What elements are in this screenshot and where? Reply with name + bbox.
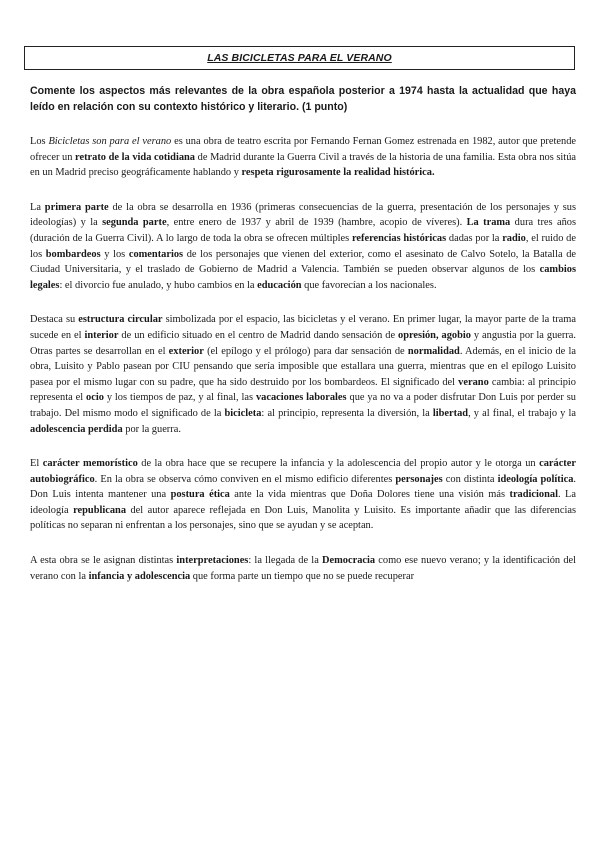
document-title: LAS BICICLETAS PARA EL VERANO: [207, 52, 392, 64]
title-box: [24, 46, 575, 70]
paragraph-interpretations: A esta obra se le asignan distintas interpretaciones: la llegada de la Democracia como ese nuevo verano; y la identificación del verano con la infancia y adolescencia que forma parte un tiempo que no se puede recuperar: [30, 555, 577, 582]
document-body: [30, 84, 576, 603]
paragraph-memoir-character: El carácter memorístico de la obra hace que se recupere la infancia y la adolescencia del propio autor y le otorga un carácter autobiográfico. En la obra se observa cómo conviven en el mismo edificio diferentes personajes con distinta ideología política. Don Luis intenta mantener una postura ética ante la vida mientras que Doña Dolores tiene una visión más tradicional. La ideología republicana del autor aparece reflejada en Don Luis, Manolita y Luisito. Es importante añadir que las diferencias políticas no separan ni enfrentan a los personajes, sino que se ayudan y se aceptan.: [30, 458, 577, 532]
paragraph-structure: La primera parte de la obra se desarrolla en 1936 (primeras consecuencias de la guerra, presentación de los personajes y sus ideologías) y la segunda parte, entre enero de 1937 y abril de 1939 (hambre, acopio de víveres). La trama dura tres años (duración de la Guerra Civil). A lo largo de toda la obra se ofrecen múltiples referencias históricas dadas por la radio, el ruido de los bombardeos y los comentarios de los personajes que vienen del exterior, como el asesinato de Calvo Sotelo, la Batalla de Ciudad Universitaria, y el traslado de Gobierno de Madrid a Valencia. También se pueden observar algunos de los cambios legales: el divorcio fue anulado, y hubo cambios en la educación que favorecían a los nacionales.: [30, 201, 577, 291]
paragraph-circular-structure: Destaca su estructura circular simbolizada por el espacio, las bicicletas y el verano. En primer lugar, la mayor parte de la trama sucede en el interior de un edificio situado en el centro de Madrid dando sensación de opresión, agobio y angustia por la guerra. Otras partes se desarrollan en el exterior (el epílogo y el prólogo) para dar sensación de normalidad. Además, en el inicio de la obra, Luisito y Pablo pasean por CIU pensando que sería imposible que estallara una guerra, mientras que en el epílogo Luisito pasea por el mismo lugar con su padre, que ha sido destruido por los bombardeos. El significado del verano cambia: al principio representa el ocio y los tiempos de paz, y al final, las vacaciones laborales que ya no va a poder disfrutar Don Luis por perder su trabajo. Del mismo modo el significado de la bicicleta: al principio, representa la diversión, la libertad, y al final, el trabajo y la adolescencia perdida por la guerra.: [30, 314, 577, 435]
exam-question: Comente los aspectos más relevantes de la obra española posterior a 1974 hasta la actualidad que haya leído en relación con su contexto histórico y literario. (1 punto): [30, 85, 576, 113]
paragraph-intro: Los Bicicletas son para el verano es una obra de teatro escrita por Fernando Fernan Gomez estrenada en 1982, autor que pretende ofrecer un retrato de la vida cotidiana de Madrid durante la Guerra Civil a través de la historia de una familia. Esta obra nos sitúa en un Madrid preciso geográficamente hablando y respeta rigurosamente la realidad histórica.: [30, 136, 577, 179]
